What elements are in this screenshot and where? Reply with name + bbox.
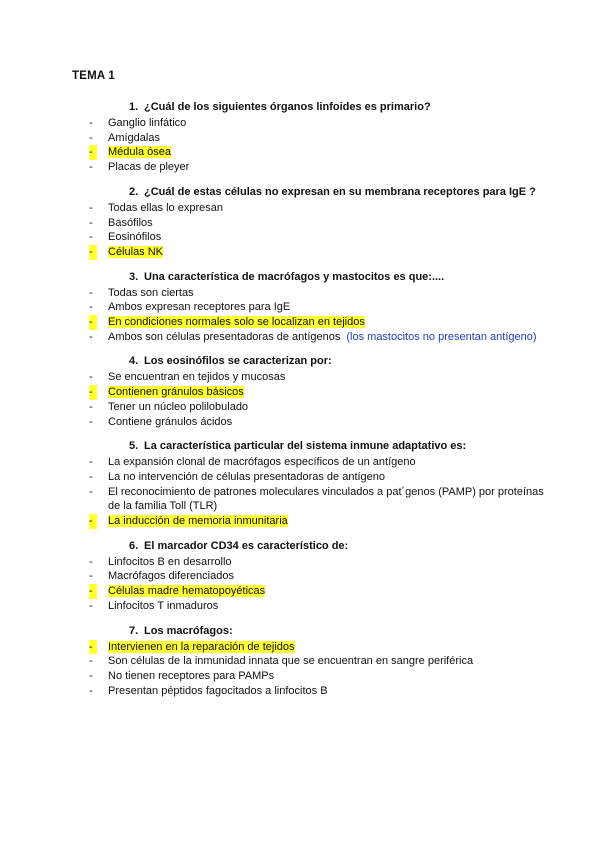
bullet-dash: - bbox=[89, 216, 93, 229]
question-block bbox=[0, 439, 600, 529]
option-text: Linfocitos T inmaduros bbox=[108, 599, 219, 612]
option-text-line bbox=[108, 145, 548, 160]
question-block bbox=[0, 185, 600, 260]
question-block bbox=[0, 624, 600, 699]
bullet-dash: - bbox=[89, 470, 93, 483]
question-text: ¿Cuál de los siguientes órganos linfoides es primario? bbox=[144, 101, 431, 113]
bullet-dash: - bbox=[89, 131, 93, 144]
bullet-dash: - bbox=[89, 385, 97, 400]
bullet-dash: - bbox=[89, 161, 93, 174]
bullet-dash: - bbox=[89, 315, 97, 330]
question-number: 2. bbox=[129, 185, 139, 198]
bullet-dash: - bbox=[89, 231, 93, 244]
bullet-dash: - bbox=[89, 456, 93, 469]
answer-option bbox=[0, 455, 600, 470]
option-text-line bbox=[108, 131, 548, 146]
question-number: 7. bbox=[129, 624, 139, 637]
question-title bbox=[0, 539, 600, 553]
option-text: Todas son ciertas bbox=[108, 286, 194, 299]
bullet-dash: - bbox=[89, 145, 97, 160]
answer-option-highlighted bbox=[0, 640, 600, 655]
option-text-line bbox=[108, 569, 548, 584]
answer-option bbox=[0, 400, 600, 415]
option-text-line bbox=[108, 455, 548, 470]
option-text-line bbox=[108, 385, 548, 400]
option-text: Son células de la inmunidad innata que se encuentran en sangre periférica bbox=[108, 655, 474, 668]
question-text: ¿Cuál de estas células no expresan en su membrana receptores para IgE ? bbox=[144, 185, 536, 198]
question-number: 4. bbox=[129, 355, 139, 368]
answer-option-highlighted bbox=[0, 245, 600, 260]
bullet-dash: - bbox=[89, 201, 93, 214]
option-text: Contienen gránulos básicos bbox=[108, 386, 244, 399]
option-text: El reconocimiento de patrones moleculares vinculados a pat´genos (PAMP) por proteínas de la familia Toll (TLR) bbox=[108, 485, 544, 513]
question-number: 1. bbox=[129, 101, 139, 113]
option-text-line bbox=[108, 669, 548, 684]
bullet-dash: - bbox=[89, 570, 93, 583]
bullet-dash: - bbox=[89, 514, 97, 529]
option-text: Células madre hematopoyéticas bbox=[108, 585, 266, 598]
question-title bbox=[0, 185, 600, 199]
bullet-dash: - bbox=[89, 584, 97, 599]
answer-option bbox=[0, 131, 600, 146]
option-text: Ambos son células presentadoras de antígenos bbox=[108, 330, 341, 343]
question-title bbox=[0, 439, 600, 453]
option-text-line bbox=[108, 315, 548, 330]
bullet-dash: - bbox=[89, 669, 93, 682]
bullet-dash: - bbox=[89, 684, 93, 697]
answer-option bbox=[0, 201, 600, 216]
answer-option-highlighted bbox=[0, 385, 600, 400]
bullet-dash: - bbox=[89, 415, 93, 428]
bullet-dash: - bbox=[89, 555, 93, 568]
bullet-dash: - bbox=[89, 301, 93, 314]
option-text-line bbox=[108, 514, 548, 529]
answer-option-highlighted bbox=[0, 145, 600, 160]
answer-option bbox=[0, 286, 600, 301]
option-text-line bbox=[108, 300, 548, 315]
bullet-dash: - bbox=[89, 599, 93, 612]
option-text-line bbox=[108, 216, 548, 231]
answer-option-highlighted bbox=[0, 514, 600, 529]
answer-option bbox=[0, 555, 600, 570]
answer-option bbox=[0, 485, 600, 514]
option-text: Amígdalas bbox=[108, 131, 160, 144]
answer-option bbox=[0, 599, 600, 614]
option-note: (los mastocitos no presentan antígeno) bbox=[346, 330, 537, 343]
question-text: Una característica de macrófagos y mastocitos es que:.... bbox=[144, 270, 445, 283]
option-text: La no intervención de células presentadoras de antígeno bbox=[108, 470, 386, 483]
question-number: 3. bbox=[129, 270, 139, 283]
bullet-dash: - bbox=[89, 286, 93, 299]
option-text-line bbox=[108, 640, 548, 655]
option-text: La inducción de memoria inmunitaria bbox=[108, 515, 288, 528]
answer-option bbox=[0, 216, 600, 231]
question-block bbox=[0, 539, 600, 614]
option-text-line bbox=[108, 654, 548, 669]
question-text: Los macrófagos: bbox=[144, 624, 233, 637]
option-text-line bbox=[108, 245, 548, 260]
option-text-line bbox=[108, 116, 548, 131]
answer-option bbox=[0, 300, 600, 315]
answer-option bbox=[0, 160, 600, 175]
option-text-line bbox=[108, 485, 548, 514]
question-block bbox=[0, 354, 600, 429]
option-text: Placas de pleyer bbox=[108, 161, 190, 174]
bullet-dash: - bbox=[89, 485, 93, 498]
option-text: Linfocitos B en desarrollo bbox=[108, 555, 232, 568]
document-title: TEMA 1 bbox=[72, 70, 115, 82]
question-list bbox=[0, 100, 600, 708]
option-text-line bbox=[108, 470, 548, 485]
option-text: Contiene gránulos ácidos bbox=[108, 415, 233, 428]
option-text: Eosinófilos bbox=[108, 231, 162, 244]
option-text-line bbox=[108, 684, 548, 699]
question-title bbox=[0, 624, 600, 638]
option-text-line bbox=[108, 330, 548, 345]
bullet-dash: - bbox=[89, 245, 97, 260]
answer-option bbox=[0, 654, 600, 669]
option-text: La expansión clonal de macrófagos específicos de un antígeno bbox=[108, 456, 416, 469]
question-title bbox=[0, 354, 600, 368]
answer-option bbox=[0, 470, 600, 485]
option-text-line bbox=[108, 599, 548, 614]
option-text-line bbox=[108, 286, 548, 301]
option-text-line bbox=[108, 370, 548, 385]
option-text: Tener un núcleo polilobulado bbox=[108, 400, 249, 413]
question-block bbox=[0, 270, 600, 345]
answer-option bbox=[0, 230, 600, 245]
answer-option-highlighted bbox=[0, 584, 600, 599]
question-text: La característica particular del sistema inmune adaptativo es: bbox=[144, 440, 467, 453]
bullet-dash: - bbox=[89, 640, 97, 655]
option-text: Macrófagos diferenciados bbox=[108, 570, 234, 583]
option-text-line bbox=[108, 230, 548, 245]
answer-option bbox=[0, 415, 600, 430]
option-text: Presentan péptidos fagocitados a linfocitos B bbox=[108, 684, 328, 697]
option-text: Intervienen en la reparación de tejidos bbox=[108, 640, 295, 653]
option-text-line bbox=[108, 201, 548, 216]
question-number: 5. bbox=[129, 440, 139, 453]
option-text-line bbox=[108, 160, 548, 175]
answer-option bbox=[0, 669, 600, 684]
answer-option bbox=[0, 330, 600, 345]
option-text: Se encuentran en tejidos y mucosas bbox=[108, 371, 286, 384]
option-text: Basófilos bbox=[108, 216, 153, 229]
question-number: 6. bbox=[129, 539, 139, 552]
option-text: Médula ósea bbox=[108, 146, 171, 159]
bullet-dash: - bbox=[89, 371, 93, 384]
answer-option bbox=[0, 684, 600, 699]
question-title bbox=[0, 100, 600, 114]
option-text: Ambos expresan receptores para IgE bbox=[108, 301, 291, 314]
answer-option-highlighted bbox=[0, 315, 600, 330]
option-text: Todas ellas lo expresan bbox=[108, 201, 223, 214]
option-text-line bbox=[108, 555, 548, 570]
question-text: El marcador CD34 es característico de: bbox=[144, 539, 349, 552]
answer-option bbox=[0, 370, 600, 385]
option-text-line bbox=[108, 415, 548, 430]
option-text-line bbox=[108, 584, 548, 599]
option-text: Células NK bbox=[108, 245, 164, 258]
question-block bbox=[0, 100, 600, 175]
question-title bbox=[0, 270, 600, 284]
option-text: Ganglio linfático bbox=[108, 117, 187, 129]
answer-option bbox=[0, 116, 600, 131]
bullet-dash: - bbox=[89, 330, 93, 343]
option-text: No tienen receptores para PAMPs bbox=[108, 669, 275, 682]
option-text-line bbox=[108, 400, 548, 415]
bullet-dash: - bbox=[89, 117, 93, 129]
bullet-dash: - bbox=[89, 400, 93, 413]
answer-option bbox=[0, 569, 600, 584]
bullet-dash: - bbox=[89, 655, 93, 668]
option-text: En condiciones normales solo se localizan en tejidos bbox=[108, 316, 365, 329]
question-text: Los eosinófilos se caracterizan por: bbox=[144, 355, 332, 368]
